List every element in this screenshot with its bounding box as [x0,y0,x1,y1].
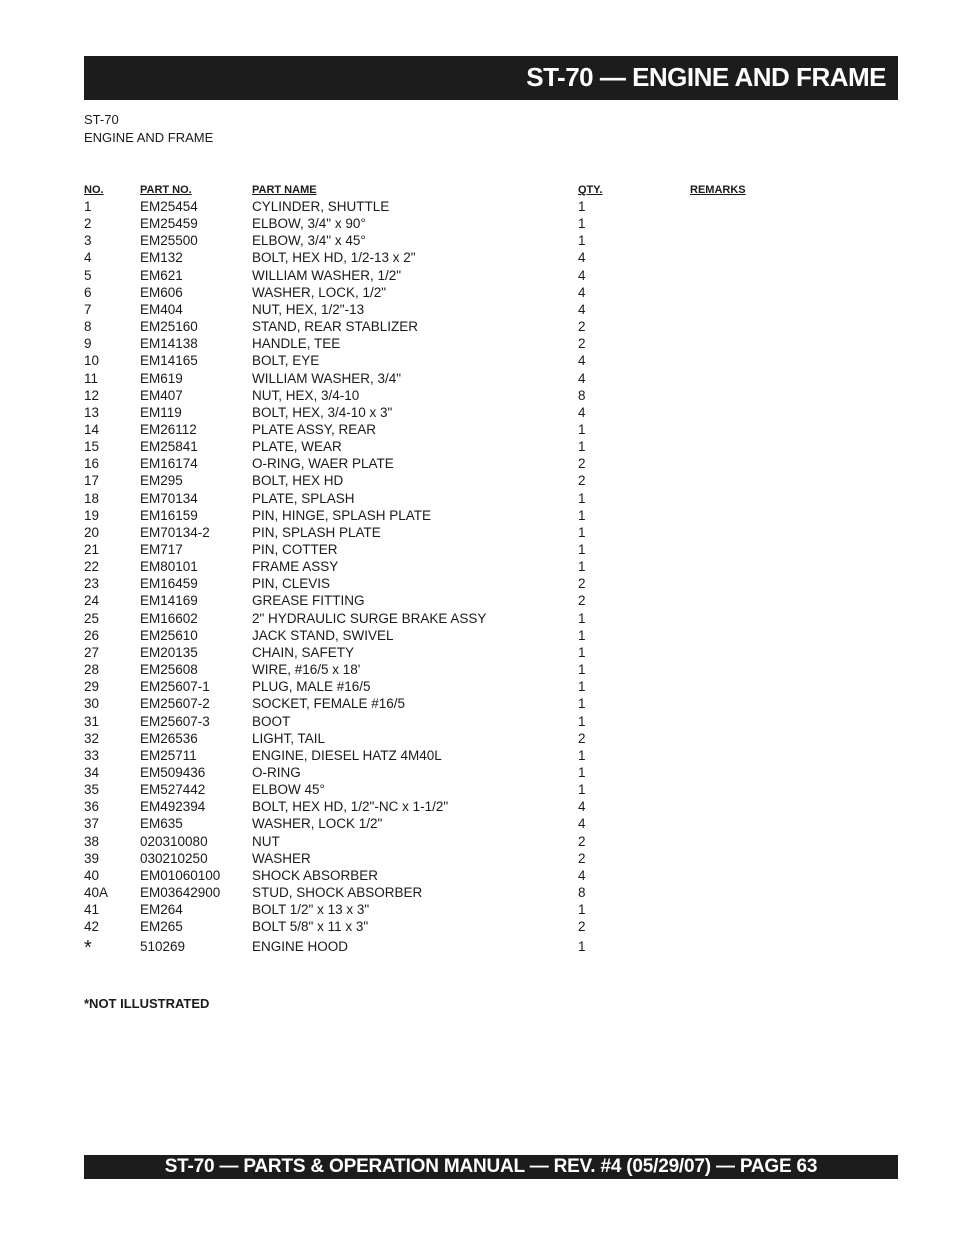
part-name: BOOT [252,713,291,729]
quantity: 1 [578,233,586,249]
quantity: 2 [578,576,586,592]
table-row [0,851,954,868]
part-name: NUT [252,833,280,849]
table-row [0,765,954,782]
table-row [0,542,954,559]
quantity: 4 [578,867,586,883]
quantity: 4 [578,370,586,386]
quantity: 1 [578,439,586,455]
row-number: 17 [84,473,100,489]
part-name: GREASE FITTING [252,593,365,609]
part-number: EM25160 [140,319,198,335]
table-row [0,593,954,610]
part-name: STAND, REAR STABLIZER [252,319,419,335]
table-row [0,233,954,250]
part-name: WASHER, LOCK, 1/2" [252,284,387,300]
part-number: EM25841 [140,439,198,455]
table-row [0,696,954,713]
table-row [0,336,954,353]
row-number: 31 [84,713,100,729]
table-row [0,679,954,696]
part-number: EM25454 [140,199,198,214]
part-number: EM264 [140,902,183,918]
table-row [0,731,954,748]
part-name: NUT, HEX, 1/2"-13 [252,301,365,317]
table-row [0,388,954,405]
part-number: EM16459 [140,576,198,592]
row-number: 27 [84,644,100,660]
part-number: EM26536 [140,730,198,746]
part-name: PLATE, WEAR [252,439,342,455]
row-number: * [84,937,92,960]
part-number: EM80101 [140,559,198,575]
quantity: 1 [578,782,586,798]
table-row [0,353,954,370]
part-number: EM492394 [140,799,206,815]
quantity: 1 [578,696,586,712]
row-number: 35 [84,782,100,798]
part-number: EM16174 [140,456,198,472]
part-number: 020310080 [140,833,208,849]
part-number: EM25610 [140,627,198,643]
table-row [0,919,954,936]
quantity: 8 [578,387,586,403]
part-name: SHOCK ABSORBER [252,867,379,883]
part-name: BOLT, HEX HD [252,473,344,489]
row-number: 30 [84,696,100,712]
table-row [0,371,954,388]
quantity: 1 [578,542,586,557]
part-number: EM717 [140,542,183,557]
row-number: 21 [84,542,100,557]
row-number: 26 [84,627,100,643]
quantity: 2 [578,833,586,849]
part-name: PIN, CLEVIS [252,576,331,592]
part-number: EM606 [140,284,183,300]
quantity: 4 [578,404,586,420]
part-name: PLUG, MALE #16/5 [252,679,371,695]
row-number: 1 [84,199,92,214]
part-name: BOLT 1/2" x 13 x 3" [252,902,370,918]
model-label: ST-70 [84,112,119,127]
row-number: 14 [84,421,100,437]
part-number: EM621 [140,267,183,283]
part-name: LIGHT, TAIL [252,730,326,746]
part-number: EM70134-2 [140,524,210,540]
quantity: 4 [578,250,586,266]
part-name: BOLT 5/8" x 11 x 3" [252,919,369,935]
table-row [0,611,954,628]
footnote-not-illustrated: *NOT ILLUSTRATED [84,996,210,1011]
row-number: 10 [84,353,100,369]
table-row [0,199,954,216]
part-number: EM265 [140,919,183,935]
column-header-no: NO. [84,184,104,196]
part-number: 030210250 [140,850,208,866]
table-row [0,645,954,662]
quantity: 4 [578,799,586,815]
column-header-part-no: PART NO. [140,184,192,196]
part-name: WASHER, LOCK 1/2" [252,816,383,832]
table-row [0,834,954,851]
part-name: CYLINDER, SHUTTLE [252,199,390,214]
row-number: 22 [84,559,100,575]
row-number: 36 [84,799,100,815]
part-number: EM25607-1 [140,679,210,695]
part-name: WIRE, #16/5 x 18' [252,662,361,678]
quantity: 1 [578,559,586,575]
part-number: EM16159 [140,507,198,523]
part-name: STUD, SHOCK ABSORBER [252,885,423,900]
section-label: ENGINE AND FRAME [84,130,214,145]
part-number: EM26112 [140,421,197,437]
row-number: 16 [84,456,100,472]
part-number: EM70134 [140,490,198,506]
quantity: 1 [578,644,586,660]
table-row [0,508,954,525]
quantity: 1 [578,679,586,695]
row-number: 24 [84,593,100,609]
table-row [0,576,954,593]
table-row [0,216,954,233]
table-row [0,285,954,302]
table-row [0,319,954,336]
quantity: 2 [578,850,586,866]
quantity: 1 [578,216,586,232]
part-name: WILLIAM WASHER, 3/4" [252,370,402,386]
row-number: 34 [84,764,100,780]
row-number: 20 [84,524,100,540]
row-number: 19 [84,507,100,523]
part-name: O-RING, WAER PLATE [252,456,394,472]
table-row [0,782,954,799]
table-row [0,250,954,267]
quantity: 4 [578,284,586,300]
part-number: EM295 [140,473,183,489]
part-name: PLATE ASSY, REAR [252,421,377,437]
row-number: 13 [84,404,100,420]
part-name: JACK STAND, SWIVEL [252,627,394,643]
part-name: WASHER [252,850,311,866]
part-name: PIN, HINGE, SPLASH PLATE [252,507,432,523]
row-number: 33 [84,747,100,763]
part-name: NUT, HEX, 3/4-10 [252,387,360,403]
part-name: BOLT, HEX HD, 1/2-13 x 2" [252,250,416,266]
part-name: PIN, COTTER [252,542,338,557]
table-row [0,473,954,490]
page-footer-bar [84,1155,898,1179]
part-number: EM20135 [140,644,198,660]
table-row [0,902,954,919]
table-row [0,491,954,508]
part-name: PIN, SPLASH PLATE [252,524,381,540]
quantity: 1 [578,199,586,214]
row-number: 9 [84,336,92,352]
part-number: EM25607-3 [140,713,210,729]
row-number: 18 [84,490,100,506]
part-name: 2" HYDRAULIC SURGE BRAKE ASSY [252,610,487,626]
part-number: EM01060100 [140,867,221,883]
part-number: EM25711 [140,747,197,763]
part-number: EM14165 [140,353,198,369]
row-number: 7 [84,301,92,317]
quantity: 4 [578,267,586,283]
row-number: 4 [84,250,92,266]
part-number: EM25459 [140,216,198,232]
row-number: 39 [84,850,100,866]
part-name: SOCKET, FEMALE #16/5 [252,696,406,712]
table-row [0,525,954,542]
page-footer-text: ST-70 — PARTS & OPERATION MANUAL — REV. #4 (05/29/07) — PAGE 63 [164,1156,818,1177]
quantity: 1 [578,662,586,678]
quantity: 2 [578,730,586,746]
part-name: HANDLE, TEE [252,336,341,352]
quantity: 4 [578,301,586,317]
quantity: 1 [578,610,586,626]
quantity: 1 [578,764,586,780]
quantity: 4 [578,816,586,832]
page-header-bar [84,56,898,100]
quantity: 2 [578,593,586,609]
row-number: 23 [84,576,100,592]
table-row [0,559,954,576]
column-header-qty: QTY. [578,184,603,196]
part-name: ELBOW, 3/4" x 45° [252,233,366,249]
table-row [0,662,954,679]
row-number: 5 [84,267,92,283]
table-row [0,268,954,285]
page-title: ST-70 — ENGINE AND FRAME [526,62,886,92]
table-row [0,439,954,456]
quantity: 1 [578,490,586,506]
part-number: EM509436 [140,764,206,780]
quantity: 1 [578,524,586,540]
row-number: 40A [84,885,109,900]
quantity: 1 [578,421,586,437]
row-number: 37 [84,816,100,832]
row-number: 32 [84,730,100,746]
part-number: EM619 [140,370,183,386]
row-number: 6 [84,284,92,300]
table-row [0,456,954,473]
table-row [0,748,954,765]
part-number: EM25608 [140,662,198,678]
table-row [0,422,954,439]
table-row [0,885,954,902]
part-name: ELBOW, 3/4" x 90° [252,216,366,232]
row-number: 38 [84,833,100,849]
table-row [0,799,954,816]
quantity: 2 [578,919,586,935]
part-name: BOLT, HEX HD, 1/2"-NC x 1-1/2" [252,799,449,815]
part-number: EM14138 [140,336,198,352]
table-row [0,628,954,645]
part-number: EM407 [140,387,183,403]
part-name: PLATE, SPLASH [252,490,355,506]
table-row [0,937,954,960]
part-name: BOLT, EYE [252,353,320,369]
row-number: 8 [84,319,92,335]
quantity: 2 [578,456,586,472]
part-number: EM132 [140,250,183,266]
part-number: EM25500 [140,233,198,249]
row-number: 28 [84,662,100,678]
part-number: EM119 [140,404,182,420]
row-number: 41 [84,902,100,918]
part-name: BOLT, HEX, 3/4-10 x 3" [252,404,393,420]
table-row [0,405,954,422]
table-row [0,816,954,833]
part-name: ENGINE HOOD [252,939,349,955]
row-number: 40 [84,867,100,883]
part-number: EM404 [140,301,183,317]
table-row [0,714,954,731]
quantity: 2 [578,473,586,489]
quantity: 1 [578,747,586,763]
part-name: ELBOW 45° [252,782,325,798]
quantity: 2 [578,336,586,352]
part-number: EM527442 [140,782,206,798]
part-name: WILLIAM WASHER, 1/2" [252,267,402,283]
table-row [0,302,954,319]
row-number: 12 [84,387,100,403]
row-number: 25 [84,610,100,626]
row-number: 3 [84,233,92,249]
quantity: 8 [578,885,586,900]
row-number: 42 [84,919,100,935]
column-header-remarks: REMARKS [690,184,746,196]
part-number: EM14169 [140,593,198,609]
part-number: EM635 [140,816,183,832]
row-number: 11 [84,370,99,386]
row-number: 15 [84,439,100,455]
quantity: 2 [578,319,586,335]
part-number: EM03642900 [140,885,221,900]
quantity: 4 [578,353,586,369]
quantity: 1 [578,713,586,729]
column-header-part-name: PART NAME [252,184,317,196]
part-number: 510269 [140,939,186,955]
row-number: 29 [84,679,100,695]
part-name: CHAIN, SAFETY [252,644,355,660]
part-name: ENGINE, DIESEL HATZ 4M40L [252,747,442,763]
part-number: EM16602 [140,610,198,626]
table-row [0,868,954,885]
part-name: O-RING [252,764,301,780]
row-number: 2 [84,216,92,232]
quantity: 1 [578,627,586,643]
quantity: 1 [578,507,586,523]
part-number: EM25607-2 [140,696,210,712]
quantity: 1 [578,902,586,918]
quantity: 1 [578,939,586,955]
part-name: FRAME ASSY [252,559,339,575]
